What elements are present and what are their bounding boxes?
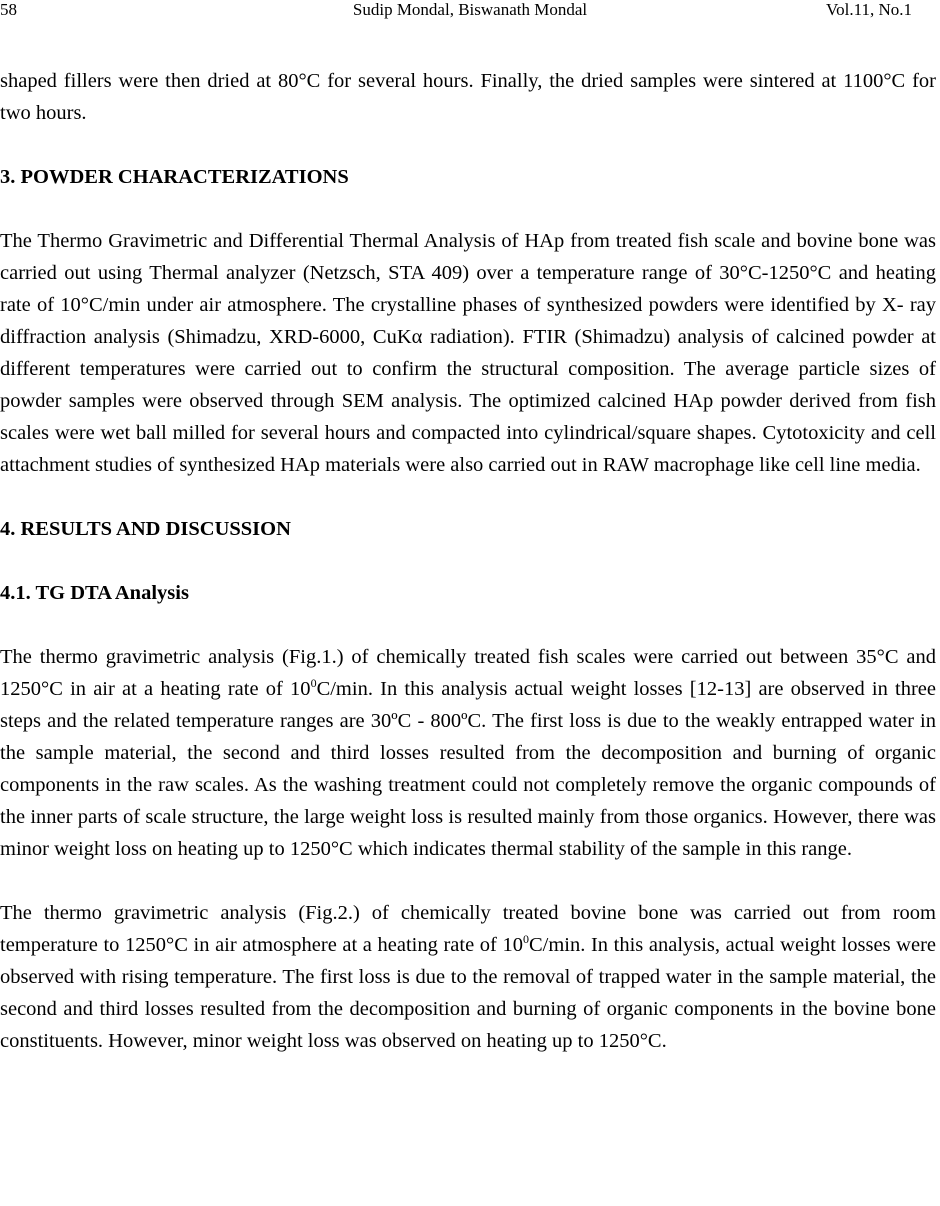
tg-dta-fish-scale-paragraph: [0, 641, 936, 865]
section-heading-results-and-discussion: 4. RESULTS AND DISCUSSION: [0, 518, 291, 540]
paragraph-text: C/min. In this analysis, actual weight losses were observed with rising temperature. The first loss is due to the removal of trapped water in the sample material, the second and third losses resulted from the decomposition and burning of organic components in the bovine bone constituents. However, minor weight loss was observed on heating up to 1250°C.: [0, 934, 936, 1052]
subsection-heading-tg-dta-analysis: 4.1. TG DTA Analysis: [0, 582, 189, 604]
intro-paragraph: shaped fillers were then dried at 80°C for several hours. Finally, the dried samples were sintered at 1100°C for two hours.: [0, 70, 936, 124]
section-heading-powder-characterizations: 3. POWDER CHARACTERIZATIONS: [0, 166, 349, 188]
superscript: 0: [310, 676, 317, 690]
running-header-volume: Vol.11, No.1: [826, 0, 912, 19]
body-text: [0, 65, 936, 1057]
page-number: 58: [0, 0, 17, 19]
tg-dta-bovine-bone-paragraph: [0, 897, 936, 1057]
paragraph-text: C/min. In this analysis actual weight losses [12-13] are observed in three steps and the related temperature ranges are 30ºC - 800ºC. The first loss is due to the weakly entrapped water in the sample material, the second and third losses resulted from the decomposition and burning of organic components in the raw scales. As the washing treatment could not completely remove the organic compounds of the inner parts of scale structure, the large weight loss is resulted mainly from those organics. However, there was minor weight loss on heating up to 1250°C which indicates thermal stability of the sample in this range.: [0, 678, 936, 860]
paragraph-text: The thermo gravimetric analysis (Fig.1.) of chemically treated fish scales were carried out between 35°C and 1250°C in air at a heating rate of 10: [0, 646, 936, 700]
running-header: [0, 0, 940, 22]
powder-characterizations-paragraph: The Thermo Gravimetric and Differential Thermal Analysis of HAp from treated fish scale and bovine bone was carried out using Thermal analyzer (Netzsch, STA 409) over a temperature range of 30°C-1250°C and heating rate of 10°C/min under air atmosphere. The crystalline phases of synthesized powders were identified by X- ray diffraction analysis (Shimadzu, XRD-6000, CuKα radiation). FTIR (Shimadzu) analysis of calcined powder at different temperatures were carried out to confirm the structural composition. The average particle sizes of powder samples were observed through SEM analysis. The optimized calcined HAp powder derived from fish scales were wet ball milled for several hours and compacted into cylindrical/square shapes. Cytotoxicity and cell attachment studies of synthesized HAp materials were also carried out in RAW macrophage like cell line media.: [0, 230, 936, 476]
paragraph-text: The thermo gravimetric analysis (Fig.2.) of chemically treated bovine bone was carried out from room temperature to 1250°C in air atmosphere at a heating rate of 10: [0, 902, 936, 956]
running-header-authors: Sudip Mondal, Biswanath Mondal: [352, 0, 588, 19]
superscript: 0: [522, 932, 529, 946]
